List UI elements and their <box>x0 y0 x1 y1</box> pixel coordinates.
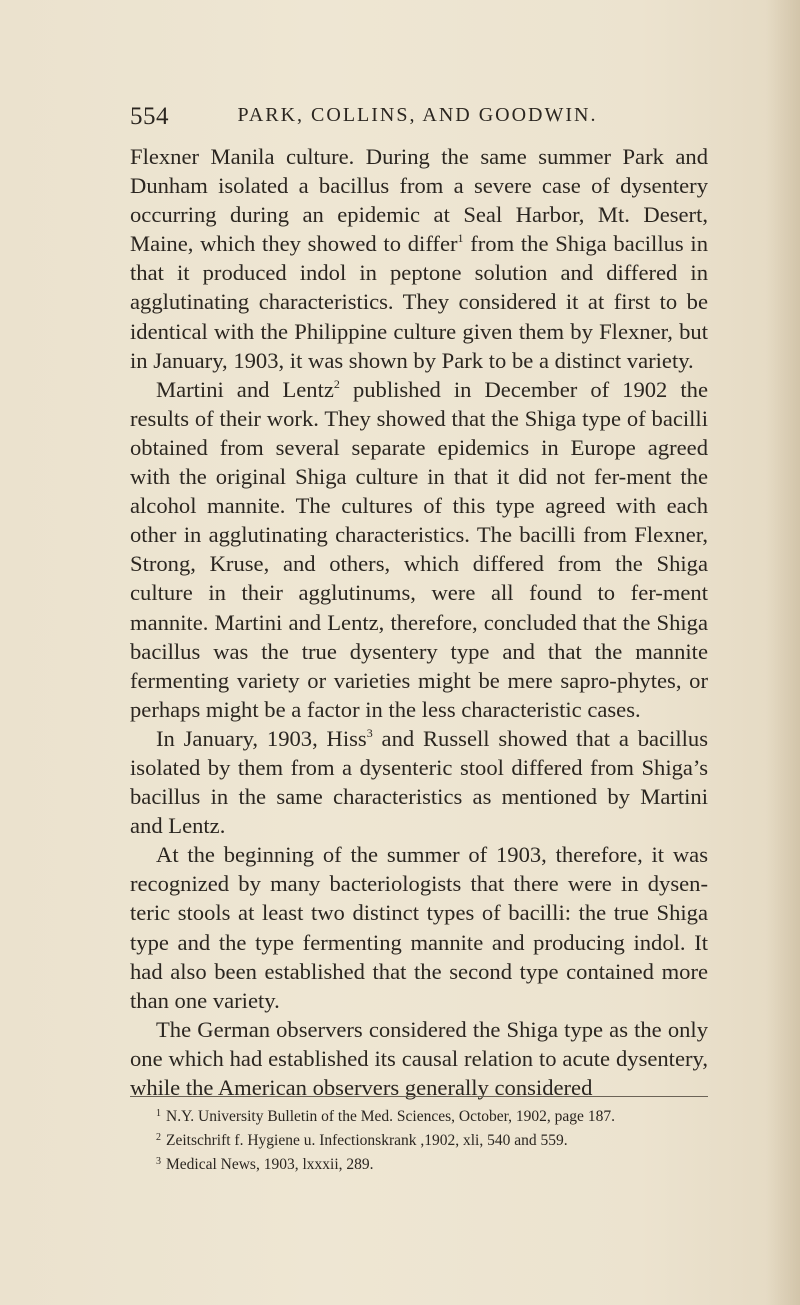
paragraph-1 <box>130 142 708 375</box>
body-text <box>130 142 708 1102</box>
footnote-1 <box>130 1103 708 1127</box>
footnotes <box>130 1103 708 1175</box>
paragraph-3-text-b: and Russell showed that a bacillus isolated by them from a dysenteric stool differed from Shiga’s bacillus in the same characteristics as mentioned by Martini and Lentz. <box>130 725 708 839</box>
footnote-ref-2: 2 <box>333 376 340 391</box>
running-head: PARK, COLLINS, AND GOODWIN. <box>237 104 598 126</box>
page-number: 554 <box>130 103 169 130</box>
paragraph-4 <box>130 840 708 1015</box>
paragraph-5 <box>130 1015 708 1102</box>
paragraph-1-text-b: from the Shiga bacillus in that it produced indol in peptone solution and differed in agglutinating characteristics. They considered it at first to be identical with the Philippine culture given them by Flexner, but in January, 1903, it was shown by Park to be a distinct variety. <box>130 231 709 373</box>
page-header <box>130 103 705 139</box>
footnote-2-text: Zeitschrift f. Hygiene u. Infectionskrank ,1902, xli, 540 and 559. <box>166 1132 568 1149</box>
footnote-2-mark: 2 <box>156 1132 161 1143</box>
footnote-3 <box>130 1151 708 1175</box>
footnote-1-text: N.Y. University Bulletin of the Med. Sciences, October, 1902, page 187. <box>166 1108 615 1125</box>
footnote-3-text: Medical News, 1903, lxxxii, 289. <box>166 1156 374 1173</box>
paragraph-3 <box>130 724 708 840</box>
footnote-3-mark: 3 <box>156 1156 161 1167</box>
page-edge-shadow <box>766 0 800 1305</box>
footnote-1-mark: 1 <box>156 1108 161 1119</box>
paragraph-2-text-b: published in December of 1902 the results of their work. They showed that the Shiga type of bacilli obtained from several separate epidemics in Europe agreed with the original Shiga culture in that it did not fer-ment the alcohol mannite. The cultures of this type agreed with each other in agglutinating characteristics. The bacilli from Flexner, Strong, Kruse, and others, which differed from the Shiga culture in their agglutinums, were all found to fer-ment mannite. Martini and Lentz, therefore, concluded that the Shiga bacillus was the true dysentery type and that the mannite fermenting variety or varieties might be mere sapro-phytes, or perhaps might be a factor in the less characteristic cases. <box>130 376 708 722</box>
footnote-ref-1: 1 <box>457 231 464 246</box>
paragraph-5-text: The German observers considered the Shiga type as the only one which had established its causal relation to acute dysentery, while the American observers generally considered <box>130 1016 708 1100</box>
footnote-2 <box>130 1127 708 1151</box>
footnote-ref-3: 3 <box>366 725 373 740</box>
paragraph-2 <box>130 375 708 724</box>
paragraph-3-text-a: In January, 1903, Hiss <box>156 725 367 751</box>
paragraph-2-text-a: Martini and Lentz <box>156 376 334 402</box>
paragraph-4-text: At the beginning of the summer of 1903, therefore, it was recognized by many bacteriologists that there were in dysen-teric stools at least two distinct types of bacilli: the true Shiga type and the type fermenting mannite and producing indol. It had also been established that the second type contained more than one variety. <box>130 842 708 1013</box>
footnote-divider <box>130 1096 708 1097</box>
paragraph-1-text-a: Flexner Manila culture. During the same summer Park and Dunham isolated a bacillus from a severe case of dysentery occurring during an epidemic at Seal Harbor, Mt. Desert, Maine, which they showed to differ <box>130 144 708 257</box>
